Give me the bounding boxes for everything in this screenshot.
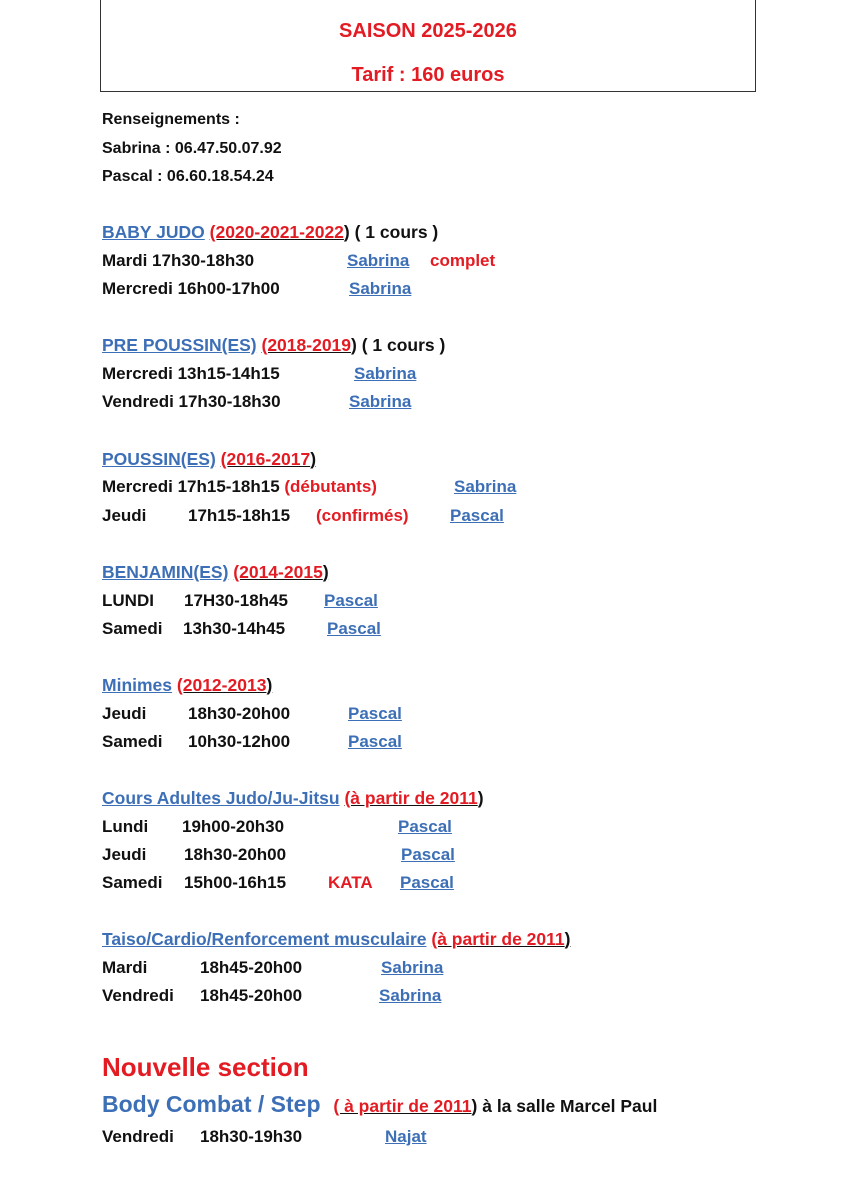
coach-link[interactable]: Pascal (450, 506, 504, 525)
time: 17h15-18h15 (188, 506, 291, 525)
schedule-row (102, 816, 452, 838)
schedule-row (102, 250, 496, 272)
schedule-row (102, 957, 444, 979)
contact-pascal: Pascal : 06.60.18.54.24 (102, 168, 274, 185)
section-years: (2014-2015 (233, 562, 323, 582)
day: Jeudi (102, 506, 147, 525)
section-name: PRE POUSSIN(ES) (102, 335, 257, 355)
section-name: Taiso/Cardio/Renforcement musculaire (102, 929, 427, 949)
section-years: (2012-2013 (176, 675, 267, 695)
coach-link[interactable]: Pascal (400, 873, 454, 892)
day: Samedi (102, 873, 163, 892)
coach-link[interactable]: Najat (385, 1127, 427, 1146)
schedule-row (102, 618, 381, 640)
time: 18h30-20h00 (188, 704, 291, 723)
schedule-row (102, 505, 504, 527)
day: Jeudi (102, 704, 147, 723)
coach-link[interactable]: Sabrina (349, 279, 412, 298)
section-name: BENJAMIN(ES) (102, 562, 229, 582)
level-note: (débutants) (284, 477, 377, 496)
coach-link[interactable]: Pascal (401, 845, 455, 864)
coach-link[interactable]: Pascal (348, 732, 402, 751)
coach-link[interactable]: Pascal (348, 704, 402, 723)
section-name: Body Combat / Step (102, 1091, 321, 1117)
section-extra: ) (310, 449, 317, 469)
time: 13h30-14h45 (183, 619, 286, 638)
section-years: (à partir de 2011 (431, 929, 565, 949)
section-title-baby-judo (102, 221, 438, 243)
time: 15h00-16h15 (184, 873, 287, 892)
schedule-row (102, 872, 454, 894)
day: Jeudi (102, 845, 147, 864)
section-title-pre-poussin (102, 334, 445, 356)
section-extra: ) à la salle Marcel Paul (471, 1096, 658, 1116)
section-title-poussin (102, 448, 316, 470)
time: 18h30-20h00 (184, 845, 287, 864)
section-years: (2020-2021-2022 (209, 222, 344, 242)
day: Vendredi (102, 1127, 174, 1146)
day-time: Mardi 17h30-18h30 (102, 251, 255, 270)
day-time: Mercredi 16h00-17h00 (102, 279, 280, 298)
schedule-row (102, 363, 417, 385)
header-box (100, 0, 756, 92)
section-extra: ) ( 1 cours ) (343, 222, 439, 242)
section-title-minimes (102, 674, 272, 696)
day: Lundi (102, 817, 149, 836)
coach-link[interactable]: Sabrina (354, 364, 417, 383)
day: Samedi (102, 732, 163, 751)
schedule-row (102, 1126, 427, 1148)
coach-link[interactable]: Sabrina (349, 392, 412, 411)
coach-link[interactable]: Sabrina (379, 986, 442, 1005)
schedule-row (102, 278, 412, 300)
schedule-row (102, 476, 517, 498)
section-name: Minimes (102, 675, 173, 695)
day-time: Vendredi 17h30-18h30 (102, 392, 281, 411)
section-years: (2016-2017 (220, 449, 311, 469)
section-name: POUSSIN(ES) (102, 449, 216, 469)
day-time: Mercredi 13h15-14h15 (102, 364, 280, 383)
day: LUNDI (102, 591, 154, 610)
time: 18h45-20h00 (200, 958, 303, 977)
coach-link[interactable]: Sabrina (454, 477, 517, 496)
coach-link[interactable]: Pascal (398, 817, 452, 836)
schedule-row (102, 844, 455, 866)
schedule-row (102, 391, 412, 413)
kata-note: KATA (328, 873, 373, 892)
section-name: Cours Adultes Judo/Ju-Jitsu (102, 788, 340, 808)
section-years: (2018-2019 (261, 335, 352, 355)
coach-link[interactable]: Pascal (327, 619, 381, 638)
time: 17H30-18h45 (184, 591, 288, 610)
section-extra: ) ( 1 cours ) (351, 335, 446, 355)
tarif: Tarif : 160 euros (351, 64, 505, 86)
contacts-label: Renseignements : (102, 111, 240, 128)
day-time: Mercredi 17h15-18h15 (102, 477, 280, 496)
coach-link[interactable]: Sabrina (347, 251, 410, 270)
section-title-benjamin (102, 561, 329, 583)
level-note: (confirmés) (316, 506, 409, 525)
season-title: SAISON 2025-2026 (339, 20, 517, 42)
coach-link[interactable]: Sabrina (381, 958, 444, 977)
schedule-row (102, 731, 402, 753)
section-extra: ) (322, 562, 329, 582)
time: 18h30-19h30 (200, 1127, 303, 1146)
schedule-row (102, 703, 402, 725)
day: Samedi (102, 619, 163, 638)
section-years: ( à partir de 2011 (333, 1096, 472, 1116)
time: 10h30-12h00 (188, 732, 291, 751)
contact-sabrina: Sabrina : 06.47.50.07.92 (102, 140, 282, 157)
new-section-heading: Nouvelle section (102, 1052, 309, 1082)
section-title-taiso (102, 928, 570, 950)
section-extra: ) (564, 929, 571, 949)
day: Vendredi (102, 986, 174, 1005)
status-note: complet (430, 251, 496, 270)
time: 18h45-20h00 (200, 986, 303, 1005)
schedule-row (102, 985, 442, 1007)
section-name: BABY JUDO (102, 222, 205, 242)
section-title-body-combat (102, 1093, 657, 1117)
section-extra: ) (266, 675, 273, 695)
coach-link[interactable]: Pascal (324, 591, 378, 610)
section-extra: ) (477, 788, 484, 808)
time: 19h00-20h30 (182, 817, 285, 836)
day: Mardi (102, 958, 148, 977)
section-title-adultes (102, 787, 484, 809)
schedule-row (102, 590, 378, 612)
section-years: (à partir de 2011 (344, 788, 478, 808)
